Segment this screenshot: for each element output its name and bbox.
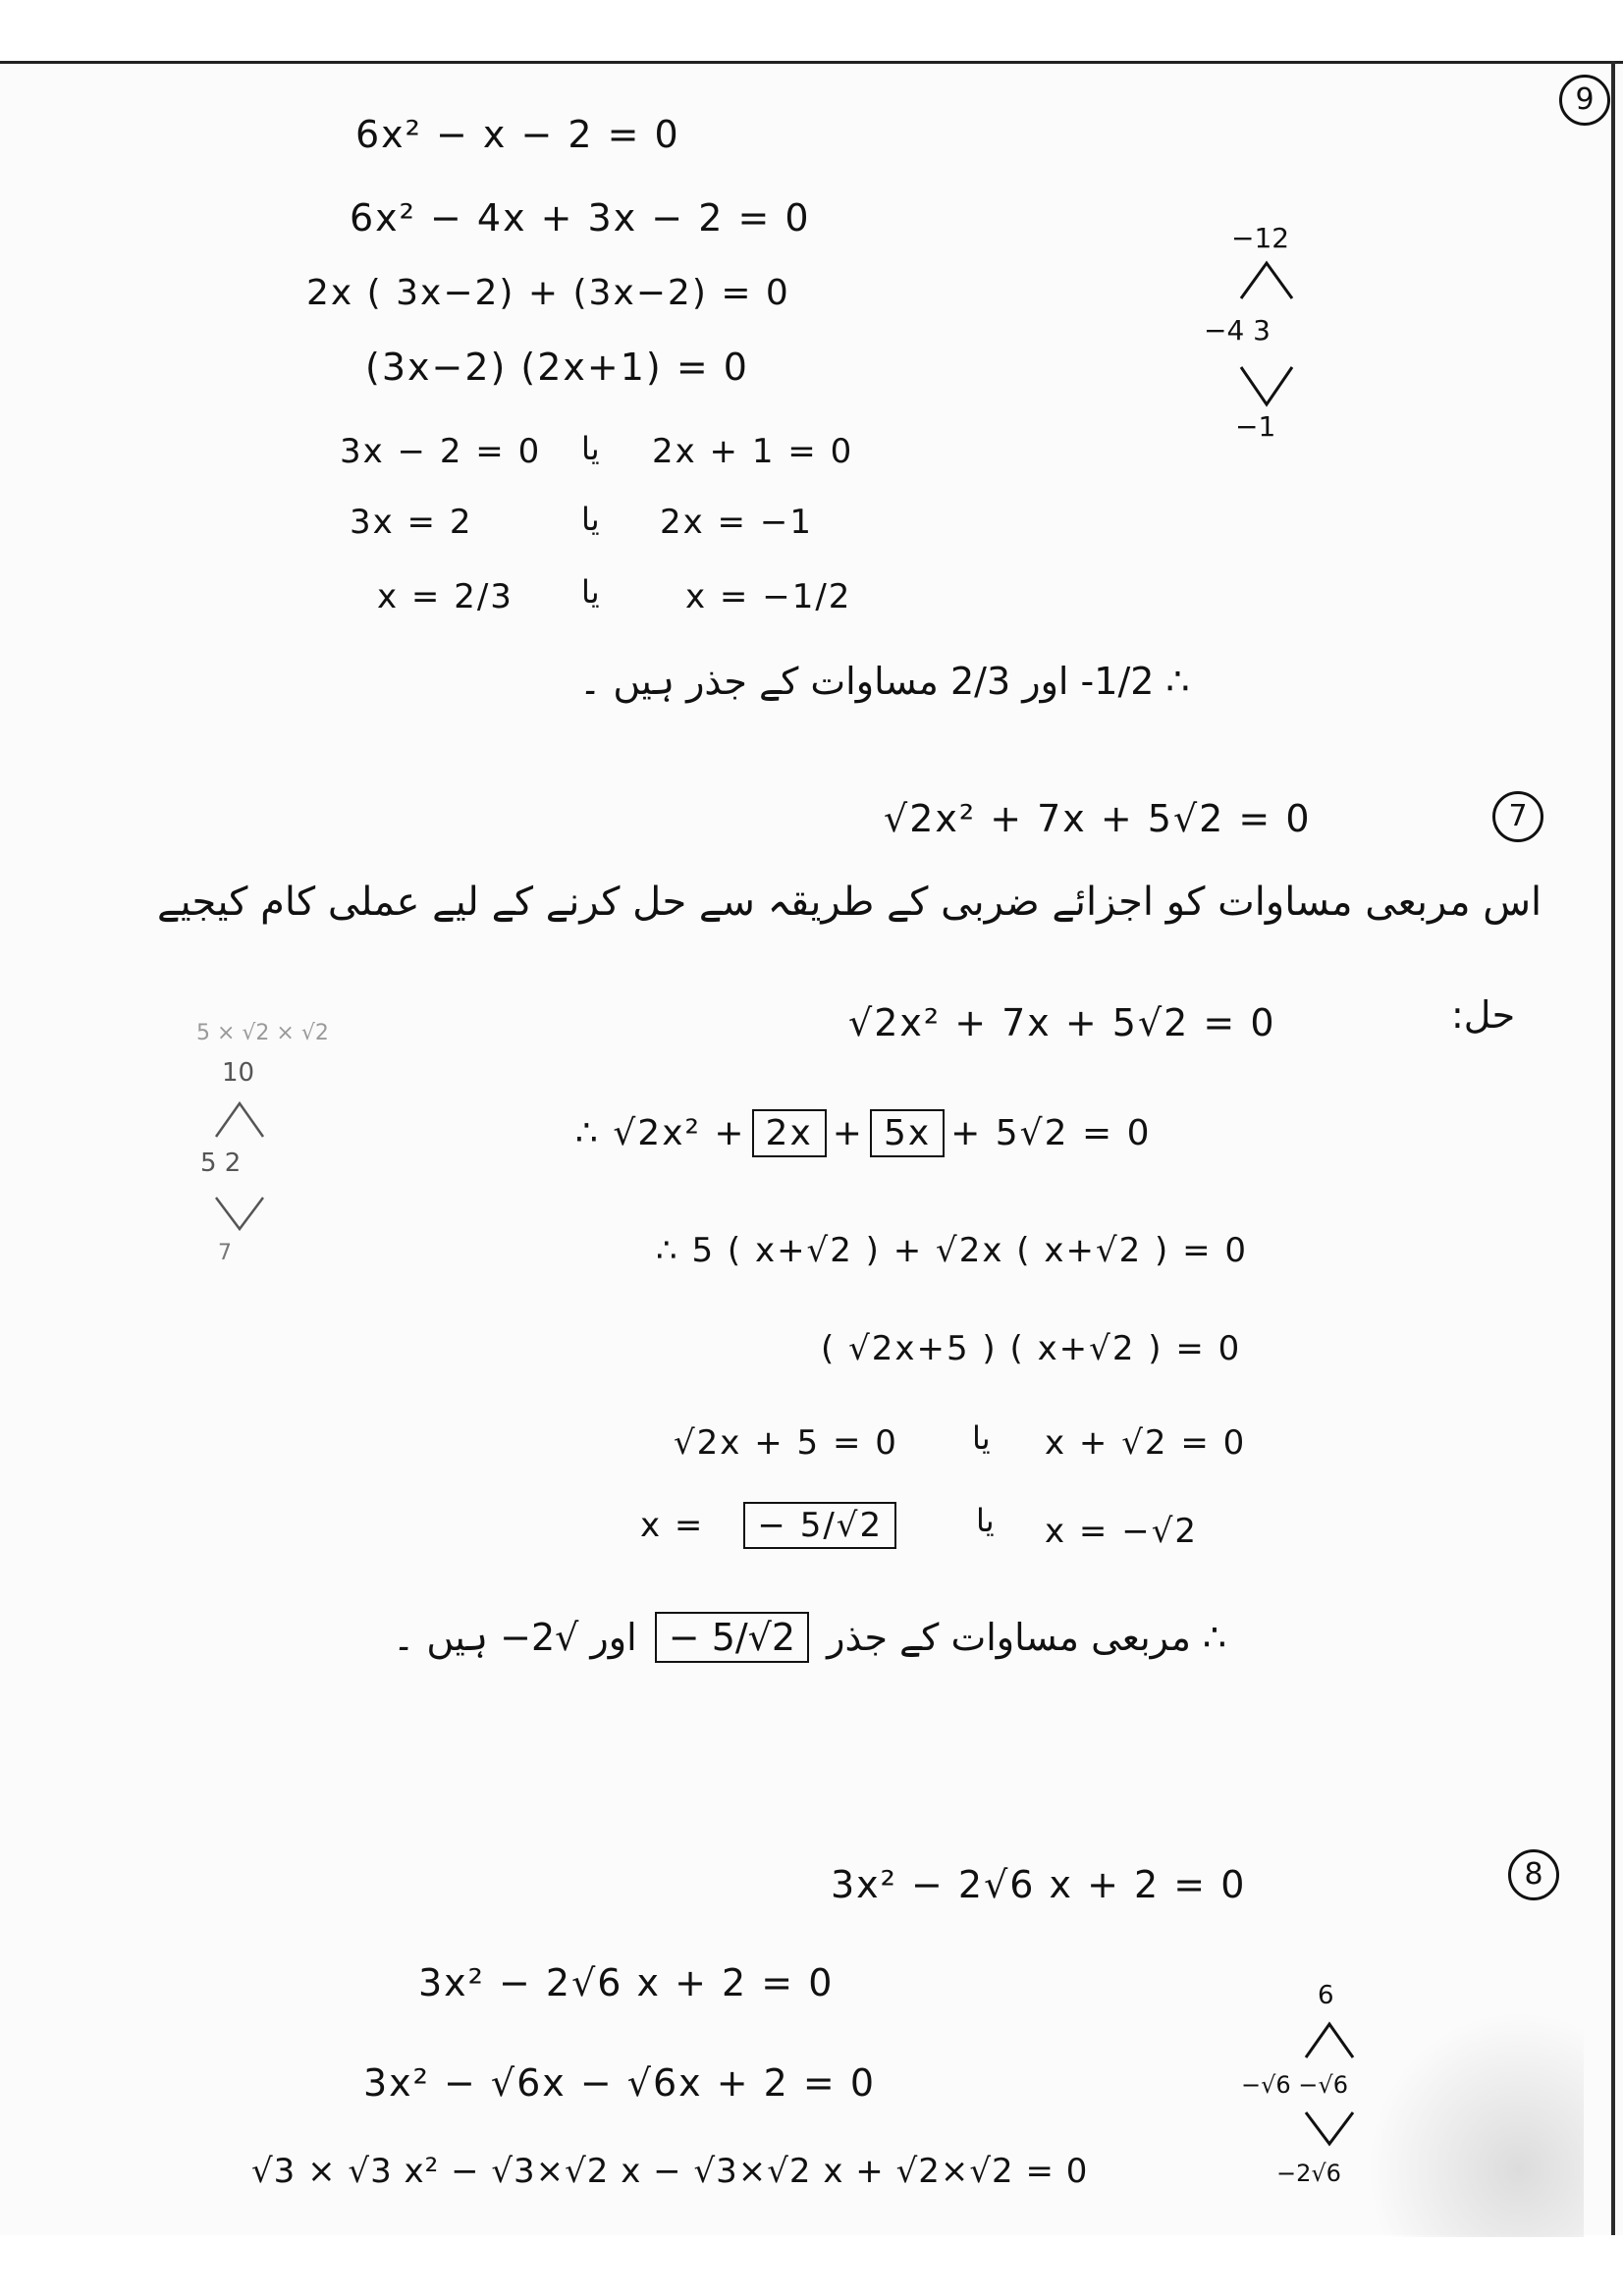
q9-right-1: 2x + 1 = 0 [652, 432, 854, 471]
page-edge [1611, 61, 1615, 2235]
q9-line-4: (3x−2) (2x+1) = 0 [365, 346, 749, 389]
q8-line-1: 3x² − 2√6 x + 2 = 0 [418, 1961, 835, 2004]
q7-instruction: اس مربعی مساوات کو اجزائے ضربی کے طریقہ سے حل کرنے کے لیے عملی کام کیجیے [157, 880, 1542, 925]
q7-tree-factors: 5 2 [200, 1148, 242, 1178]
q7-split-right: x + √2 = 0 [1045, 1423, 1247, 1463]
q9-line-1: 6x² − x − 2 = 0 [355, 113, 680, 156]
q7-conclusion-pre: ∴ مربعی مساوات کے جذر [827, 1616, 1227, 1659]
q8-equation: 3x² − 2√6 x + 2 = 0 [831, 1863, 1247, 1906]
q7-plus: + [832, 1113, 864, 1153]
q7-root-prefix: x = [640, 1506, 705, 1545]
q7-solution-label: حل: [1451, 993, 1516, 1037]
question-number-7: 7 [1492, 791, 1543, 842]
q9-or-2: یا [581, 501, 600, 538]
q9-left-1: 3x − 2 = 0 [340, 432, 542, 471]
q7-or-1: یا [972, 1419, 991, 1457]
q7-tree-product: 10 [222, 1058, 255, 1088]
q7-box-5x: 5x [870, 1109, 945, 1157]
q8-line-3: √3 × √3 x² − √3×√2 x − √3×√2 x + √2×√2 = 0 [251, 2152, 1089, 2191]
q8-tree-caret-up [1300, 2018, 1359, 2061]
q7-box-2x: 2x [752, 1109, 827, 1157]
q9-tree-product: −12 [1231, 222, 1290, 254]
q7-conclusion-box: − 5/√2 [655, 1612, 809, 1663]
q9-right-2: 2x = −1 [660, 503, 813, 542]
q8-tree-product: 6 [1318, 1981, 1334, 2010]
q7-tree-caret-down [210, 1192, 269, 1235]
q7-split-prefix: ∴ √2x² + [575, 1113, 746, 1153]
q7-line-product: ( √2x+5 ) ( x+√2 ) = 0 [821, 1329, 1242, 1368]
q9-tree-factors: −4 3 [1204, 314, 1271, 347]
q8-tree-caret-down [1300, 2107, 1359, 2150]
corner-shadow [1368, 2011, 1584, 2237]
q7-conclusion-post: اور √2− ہیں ۔ [393, 1616, 637, 1659]
q7-or-2: یا [976, 1502, 995, 1539]
q9-line-2: 6x² − 4x + 3x − 2 = 0 [350, 196, 811, 240]
q7-split-middle-term [575, 1109, 1151, 1157]
q9-tree-caret-up [1237, 257, 1296, 302]
q7-equation: √2x² + 7x + 5√2 = 0 [884, 797, 1312, 840]
q7-line-group: ∴ 5 ( x+√2 ) + √2x ( x+√2 ) = 0 [656, 1231, 1249, 1270]
q7-tree-caret-up [210, 1097, 269, 1141]
q7-tree-note: 5 × √2 × √2 [196, 1021, 329, 1045]
q7-root-line [640, 1502, 902, 1549]
q8-tree-factors: −√6 −√6 [1241, 2071, 1348, 2099]
q7-split-suffix: + 5√2 = 0 [950, 1113, 1152, 1153]
q9-or-1: یا [581, 430, 600, 467]
q9-or-3: یا [581, 573, 600, 611]
question-number-8: 8 [1508, 1849, 1559, 1900]
q9-tree-caret-down [1237, 361, 1296, 410]
q7-tree-sum: 7 [218, 1241, 232, 1265]
q9-line-3: 2x ( 3x−2) + (3x−2) = 0 [306, 273, 790, 313]
question-number-9: 9 [1559, 75, 1610, 126]
q9-conclusion: ∴ 1/2- اور 2/3 مساوات کے جذر ہیں ۔ [579, 660, 1190, 703]
q9-tree-sum: −1 [1235, 410, 1276, 443]
q9-left-2: 3x = 2 [350, 503, 473, 542]
q7-split-left: √2x + 5 = 0 [674, 1423, 898, 1463]
q8-tree-sum: −2√6 [1276, 2160, 1341, 2187]
q8-line-2: 3x² − √6x − √6x + 2 = 0 [363, 2061, 877, 2105]
q9-left-3: x = 2/3 [377, 577, 514, 616]
q7-root-box: − 5/√2 [743, 1502, 896, 1549]
q9-right-3: x = −1/2 [685, 577, 852, 616]
q7-line-1: √2x² + 7x + 5√2 = 0 [848, 1001, 1276, 1044]
q7-conclusion [393, 1612, 1226, 1663]
q7-root-right: x = −√2 [1045, 1512, 1199, 1551]
